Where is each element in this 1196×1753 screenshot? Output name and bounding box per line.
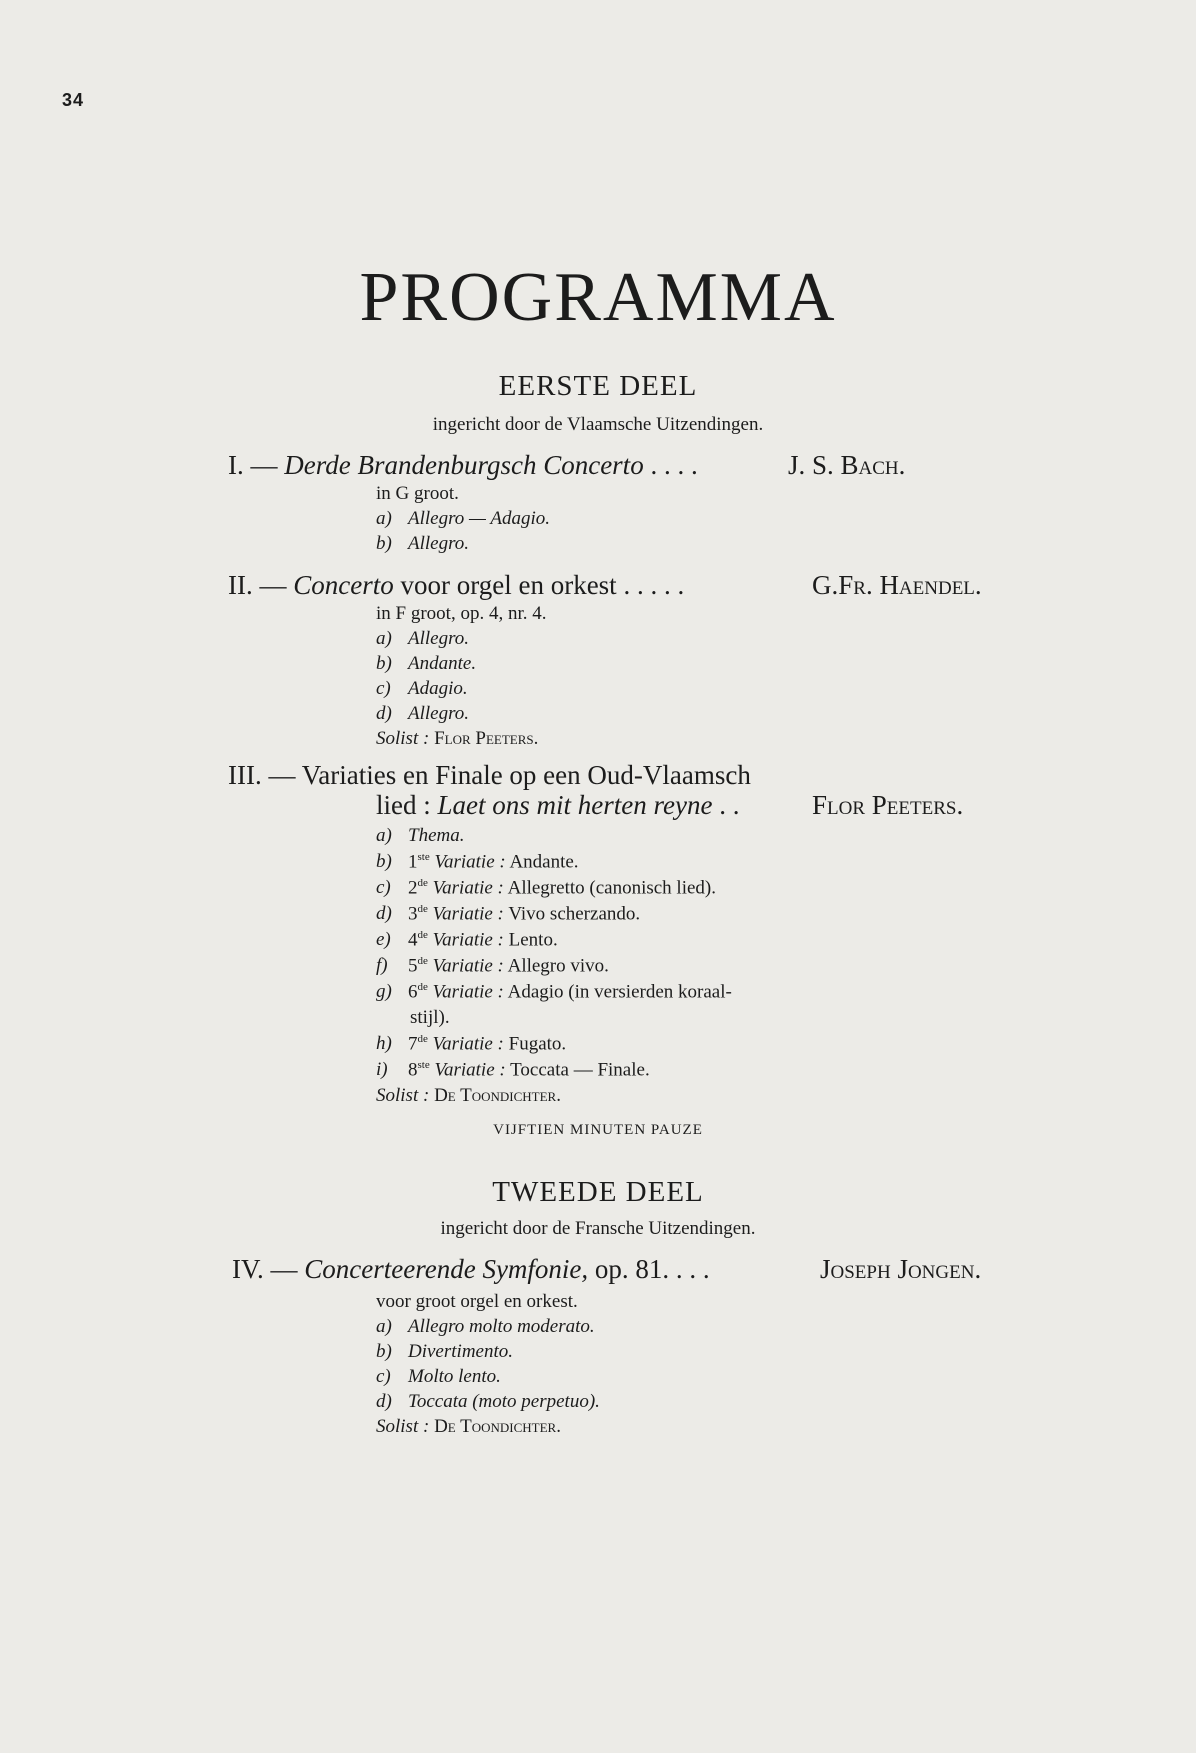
item3-movement bbox=[376, 825, 464, 847]
part2-subtitle: ingericht door de Fransche Uitzendingen. bbox=[440, 1218, 756, 1239]
item3-movement bbox=[376, 929, 558, 951]
movement-letter: a) bbox=[376, 1316, 392, 1337]
variation-ordinal: de bbox=[417, 877, 428, 889]
item2-movement bbox=[376, 628, 469, 650]
movement-letter: f) bbox=[376, 955, 388, 977]
variation-ordinal: de bbox=[417, 955, 428, 967]
item4-movement bbox=[376, 1341, 513, 1363]
item3-movement bbox=[376, 955, 609, 977]
item4-title bbox=[232, 1254, 710, 1285]
item4-detail: voor groot orgel en orkest. bbox=[376, 1291, 578, 1312]
item3-number: III. — bbox=[228, 760, 296, 790]
movement-letter: d) bbox=[376, 903, 392, 925]
item4-solist bbox=[376, 1416, 561, 1438]
movement-letter: a) bbox=[376, 825, 392, 846]
item1-movement bbox=[376, 508, 550, 530]
part2-heading: TWEEDE DEEL bbox=[492, 1176, 704, 1208]
movement-title: Toccata (moto perpetuo). bbox=[408, 1391, 600, 1412]
solist-name: De Toondichter. bbox=[434, 1416, 561, 1437]
item3-movement bbox=[376, 981, 732, 1003]
variation-number: 3 bbox=[408, 903, 418, 925]
movement-letter: d) bbox=[376, 1391, 392, 1412]
item3-composer: Flor Peeters. bbox=[812, 790, 964, 820]
variation-label: Variatie : bbox=[432, 955, 504, 977]
item3-lied: lied : bbox=[376, 790, 431, 820]
item4-work: Concerteerende Symfonie, bbox=[304, 1254, 589, 1284]
solist-name: Flor Peeters. bbox=[434, 728, 539, 749]
item3-title-line2 bbox=[376, 790, 739, 821]
variation-ordinal: de bbox=[417, 1033, 428, 1045]
movement-title: Thema. bbox=[408, 825, 465, 846]
movement-letter: b) bbox=[376, 653, 392, 674]
item3-movement bbox=[376, 851, 579, 873]
variation-ordinal: ste bbox=[417, 1059, 430, 1071]
item3-movement bbox=[376, 1033, 566, 1055]
movement-letter: a) bbox=[376, 508, 392, 529]
movement-title: Allegro vivo. bbox=[507, 955, 609, 977]
movement-letter: b) bbox=[376, 533, 392, 554]
movement-title: Vivo scherzando. bbox=[508, 903, 641, 925]
movement-letter: a) bbox=[376, 628, 392, 649]
movement-title: Adagio. bbox=[408, 678, 468, 699]
movement-title: Andante. bbox=[509, 851, 579, 873]
movement-title: Allegro. bbox=[408, 533, 470, 554]
movement-title: Allegro. bbox=[408, 703, 470, 724]
part1-heading: EERSTE DEEL bbox=[498, 370, 698, 402]
movement-letter: h) bbox=[376, 1033, 392, 1055]
item1-dots: . . . . bbox=[650, 450, 698, 480]
item3-dots: . . bbox=[719, 790, 740, 820]
item2-title bbox=[228, 570, 684, 601]
item4-dots: . . . bbox=[675, 1254, 710, 1284]
variation-number: 2 bbox=[408, 877, 418, 899]
variation-label: Variatie : bbox=[432, 903, 504, 925]
item1-composer: J. S. Bach. bbox=[788, 450, 906, 480]
page-title: PROGRAMMA bbox=[359, 259, 837, 336]
variation-label: Variatie : bbox=[432, 981, 504, 1003]
page-number: 34 bbox=[62, 90, 85, 110]
item3-movement bbox=[376, 1059, 650, 1081]
movement-title: Toccata — Finale. bbox=[510, 1059, 650, 1081]
movement-letter: c) bbox=[376, 678, 391, 699]
variation-number: 4 bbox=[408, 929, 418, 951]
part1-subtitle: ingericht door de Vlaamsche Uitzendingen. bbox=[432, 414, 764, 435]
item2-work: Concerto bbox=[293, 570, 394, 600]
item2-detail: in F groot, op. 4, nr. 4. bbox=[376, 603, 547, 624]
item3-movement bbox=[376, 877, 716, 899]
movement-title: Lento. bbox=[508, 929, 558, 951]
variation-ordinal: de bbox=[417, 903, 428, 915]
movement-letter: d) bbox=[376, 703, 392, 724]
variation-ordinal: ste bbox=[417, 851, 430, 863]
movement-letter: g) bbox=[376, 981, 392, 1003]
movement-title: Molto lento. bbox=[408, 1366, 501, 1387]
item4-movement bbox=[376, 1316, 595, 1338]
variation-number: 1 bbox=[408, 851, 418, 873]
item2-movement bbox=[376, 653, 476, 675]
item1-detail: in G groot. bbox=[376, 483, 459, 504]
item4-composer: Joseph Jongen. bbox=[820, 1254, 982, 1284]
pause-notice: VIJFTIEN MINUTEN PAUZE bbox=[493, 1122, 703, 1138]
item4-number: IV. — bbox=[232, 1254, 298, 1284]
movement-letter: c) bbox=[376, 1366, 391, 1387]
variation-number: 7 bbox=[408, 1033, 418, 1055]
item4-work-rest: op. 81. bbox=[588, 1254, 670, 1284]
variation-ordinal: de bbox=[417, 929, 428, 941]
item4-movement bbox=[376, 1391, 600, 1413]
movement-letter: c) bbox=[376, 877, 391, 899]
variation-number: 8 bbox=[408, 1059, 418, 1081]
item1-number: I. — bbox=[228, 450, 278, 480]
item3-movement bbox=[376, 903, 640, 925]
item2-composer: G.Fr. Haendel. bbox=[812, 570, 982, 600]
variation-number: 5 bbox=[408, 955, 418, 977]
variation-label: Variatie : bbox=[432, 929, 504, 951]
movement-title: Fugato. bbox=[508, 1033, 567, 1055]
item2-work-rest: voor orgel en orkest bbox=[393, 570, 617, 600]
movement-letter: b) bbox=[376, 1341, 392, 1362]
item1-title bbox=[228, 450, 698, 481]
movement-title: stijl). bbox=[410, 1007, 450, 1028]
variation-label: Variatie : bbox=[434, 851, 506, 873]
variation-label: Variatie : bbox=[432, 877, 504, 899]
item2-dots: . . . . . bbox=[623, 570, 685, 600]
movement-title: Andante. bbox=[408, 653, 477, 674]
item3-work-line2: Laet ons mit herten reyne bbox=[437, 790, 713, 820]
movement-title: Adagio (in versierden koraal- bbox=[507, 981, 732, 1003]
item3-title bbox=[228, 760, 751, 791]
solist-label: Solist : bbox=[376, 1085, 430, 1106]
variation-label: Variatie : bbox=[434, 1059, 506, 1081]
item4-movement bbox=[376, 1366, 501, 1388]
item3-solist bbox=[376, 1085, 561, 1107]
item2-movement bbox=[376, 678, 468, 700]
movement-title: Divertimento. bbox=[408, 1341, 514, 1362]
movement-title: Allegro. bbox=[408, 628, 470, 649]
variation-ordinal: de bbox=[417, 981, 428, 993]
variation-number: 6 bbox=[408, 981, 418, 1003]
item2-solist bbox=[376, 728, 538, 750]
item3-movement-continued bbox=[410, 1007, 450, 1029]
solist-label: Solist : bbox=[376, 1416, 430, 1437]
item3-work-line1: Variaties en Finale op een Oud-Vlaamsch bbox=[301, 760, 751, 790]
movement-title: Allegro molto moderato. bbox=[408, 1316, 595, 1337]
movement-title: Allegretto (canonisch lied). bbox=[507, 877, 716, 899]
variation-label: Variatie : bbox=[432, 1033, 504, 1055]
solist-name: De Toondichter. bbox=[434, 1085, 561, 1106]
solist-label: Solist : bbox=[376, 728, 430, 749]
movement-letter: i) bbox=[376, 1059, 388, 1081]
movement-letter: e) bbox=[376, 929, 391, 951]
item2-movement bbox=[376, 703, 469, 725]
item1-movement bbox=[376, 533, 469, 555]
movement-title: Allegro — Adagio. bbox=[408, 508, 550, 529]
movement-letter: b) bbox=[376, 851, 392, 873]
item2-number: II. — bbox=[228, 570, 287, 600]
item1-work: Derde Brandenburgsch Concerto bbox=[284, 450, 644, 480]
